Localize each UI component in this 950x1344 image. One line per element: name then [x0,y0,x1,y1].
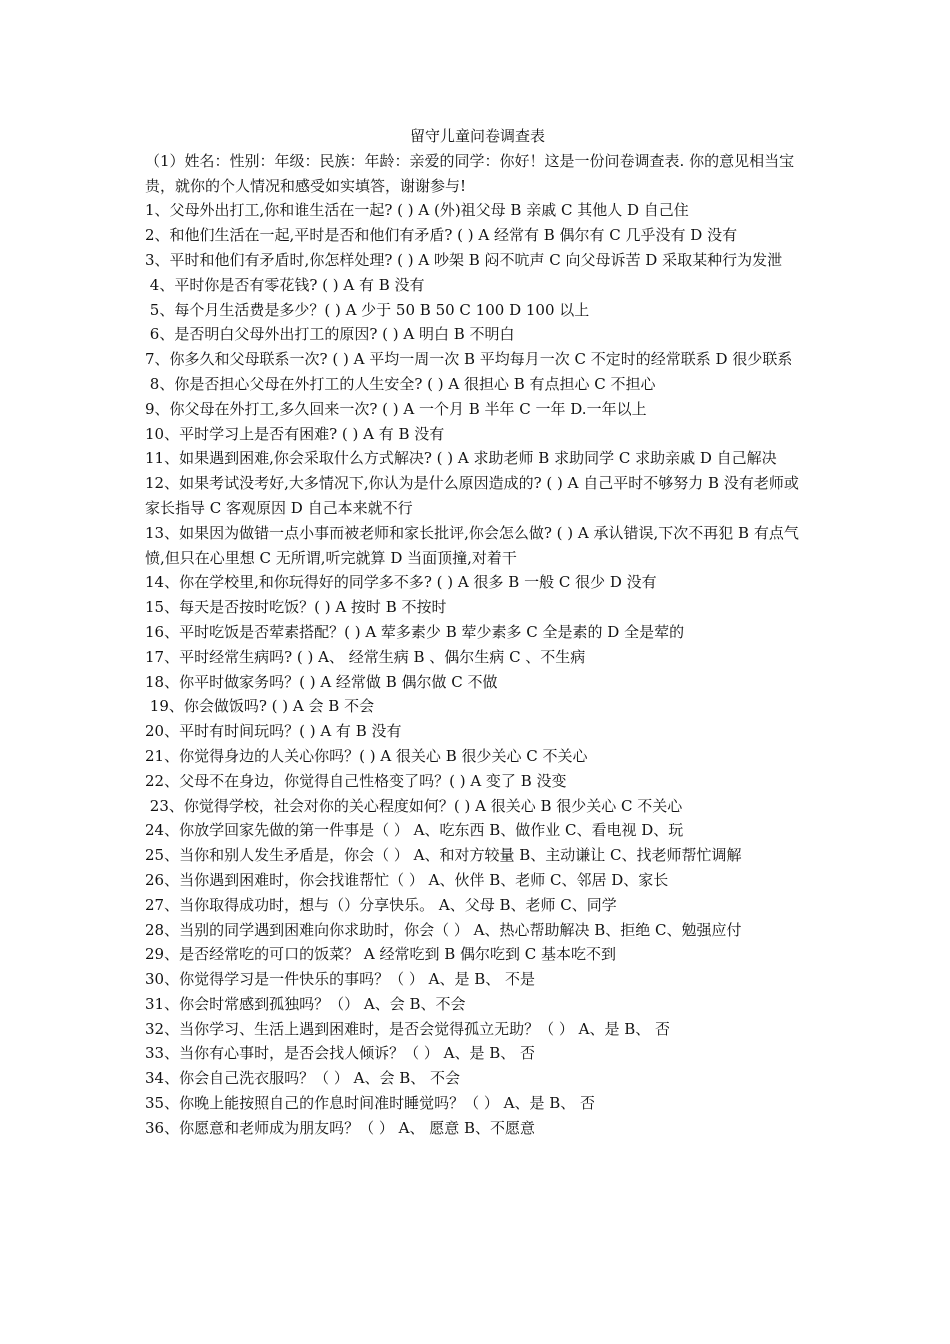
question-item: 23、你觉得学校，社会对你的关心程度如何？( ) A 很关心 B 很少关心 C 不关心 [145,796,683,815]
question-item: 15、每天是否按时吃饭？( ) A 按时 B 不按时 [145,598,447,617]
question-item: 20、平时有时间玩吗？( ) A 有 B 没有 [145,722,402,741]
question-item: 32、当你学习、生活上遇到困难时，是否会觉得孤立无助？（ ） A、是 B、 否 [145,1019,671,1038]
question-item: 22、父母不在身边，你觉得自己性格变了吗？( ) A 变了 B 没变 [145,771,567,790]
question-item: 28、当别的同学遇到困难向你求助时，你会（ ） A、热心帮助解决 B、拒绝 C、勉强应付 [145,920,742,939]
question-item: 2、和他们生活在一起,平时是否和他们有矛盾? ( ) A 经常有 B 偶尔有 C 几乎没有 D 没有 [145,226,738,245]
question-item: 7、你多久和父母联系一次? ( ) A 平均一周一次 B 平均每月一次 C 不定时的经常联系 D 很少联系 [145,350,793,369]
question-item: 10、平时学习上是否有困难? ( ) A 有 B 没有 [145,424,445,443]
question-item: 5、每个月生活费是多少？( ) A 少于 50 B 50 C 100 D 100 以上 [145,300,590,319]
question-item: 19、你会做饭吗? ( ) A 会 B 不会 [145,697,375,716]
question-item: 1、父母外出打工,你和谁生活在一起? ( ) A (外)祖父母 B 亲戚 C 其他人 D 自己住 [145,201,689,220]
question-item: 35、你晚上能按照自己的作息时间准时睡觉吗？（ ） A、是 B、 否 [145,1094,596,1113]
question-item: 16、平时吃饭是否荤素搭配？( ) A 荤多素少 B 荤少素多 C 全是素的 D 全是荤的 [145,622,685,641]
question-item: 18、你平时做家务吗？( ) A 经常做 B 偶尔做 C 不做 [145,672,498,691]
question-item: 8、你是否担心父母在外打工的人生安全? ( ) A 很担心 B 有点担心 C 不担心 [145,374,656,393]
question-item: 9、你父母在外打工,多久回来一次? ( ) A 一个月 B 半年 C 一年 D.一年以上 [145,399,647,418]
question-item: 3、平时和他们有矛盾时,你怎样处理? ( ) A 吵架 B 闷不吭声 C 向父母诉苦 D 采取某种行为发泄 [145,250,783,269]
question-item: 27、当你取得成功时，想与（）分享快乐。 A、父母 B、老师 C、同学 [145,895,617,914]
question-item: 25、当你和别人发生矛盾是，你会（ ） A、和对方较量 B、主动谦让 C、找老师帮忙调解 [145,846,742,865]
question-item: 36、你愿意和老师成为朋友吗？（ ） A、 愿意 B、不愿意 [145,1118,536,1137]
document-page [145,124,810,1141]
question-item: 6、是否明白父母外出打工的原因? ( ) A 明白 B 不明白 [145,325,515,344]
question-item: 11、如果遇到困难,你会采取什么方式解决? ( ) A 求助老师 B 求助同学 C 求助亲戚 D 自己解决 [145,449,777,468]
intro-paragraph: （1）姓名：性别：年级：民族：年龄：亲爱的同学：你好！这是一份问卷调查表. 你的意见相当宝贵，就你的个人情况和感受如实填答，谢谢参与! [145,151,795,195]
question-item: 30、你觉得学习是一件快乐的事吗？（ ） A、是 B、 不是 [145,970,536,989]
question-item: 33、当你有心事时，是否会找人倾诉？（ ） A、是 B、 否 [145,1044,536,1063]
question-item: 21、你觉得身边的人关心你吗？( ) A 很关心 B 很少关心 C 不关心 [145,746,588,765]
question-item: 12、如果考试没考好,大多情况下,你认为是什么原因造成的? ( ) A 自己平时不够努力 B 没有老师或家长指导 C 客观原因 D 自己本来就不行 [145,474,799,517]
document-title: 留守儿童问卷调查表 [409,127,545,145]
question-item: 14、你在学校里,和你玩得好的同学多不多? ( ) A 很多 B 一般 C 很少 D 没有 [145,573,657,592]
question-item: 29、是否经常吃的可口的饭菜？ A 经常吃到 B 偶尔吃到 C 基本吃不到 [145,945,617,964]
question-list [145,149,810,1141]
question-item: 31、你会时常感到孤独吗？（） A、会 B、不会 [145,994,466,1013]
question-item: 4、平时你是否有零花钱? ( ) A 有 B 没有 [145,275,425,294]
question-item: 13、如果因为做错一点小事而被老师和家长批评,你会怎么做? ( ) A 承认错误,下次不再犯 B 有点气愤,但只在心里想 C 无所谓,听完就算 D 当面顶撞,对着干 [145,523,799,567]
question-item: 26、当你遇到困难时，你会找谁帮忙（ ） A、伙伴 B、老师 C、邻居 D、家长 [145,870,669,889]
question-item: 24、你放学回家先做的第一件事是（ ） A、吃东西 B、做作业 C、看电视 D、玩 [145,821,684,840]
question-item: 34、你会自己洗衣服吗？（ ） A、会 B、 不会 [145,1069,461,1088]
question-item: 17、平时经常生病吗? ( ) A、 经常生病 B 、偶尔生病 C 、不生病 [145,647,586,666]
